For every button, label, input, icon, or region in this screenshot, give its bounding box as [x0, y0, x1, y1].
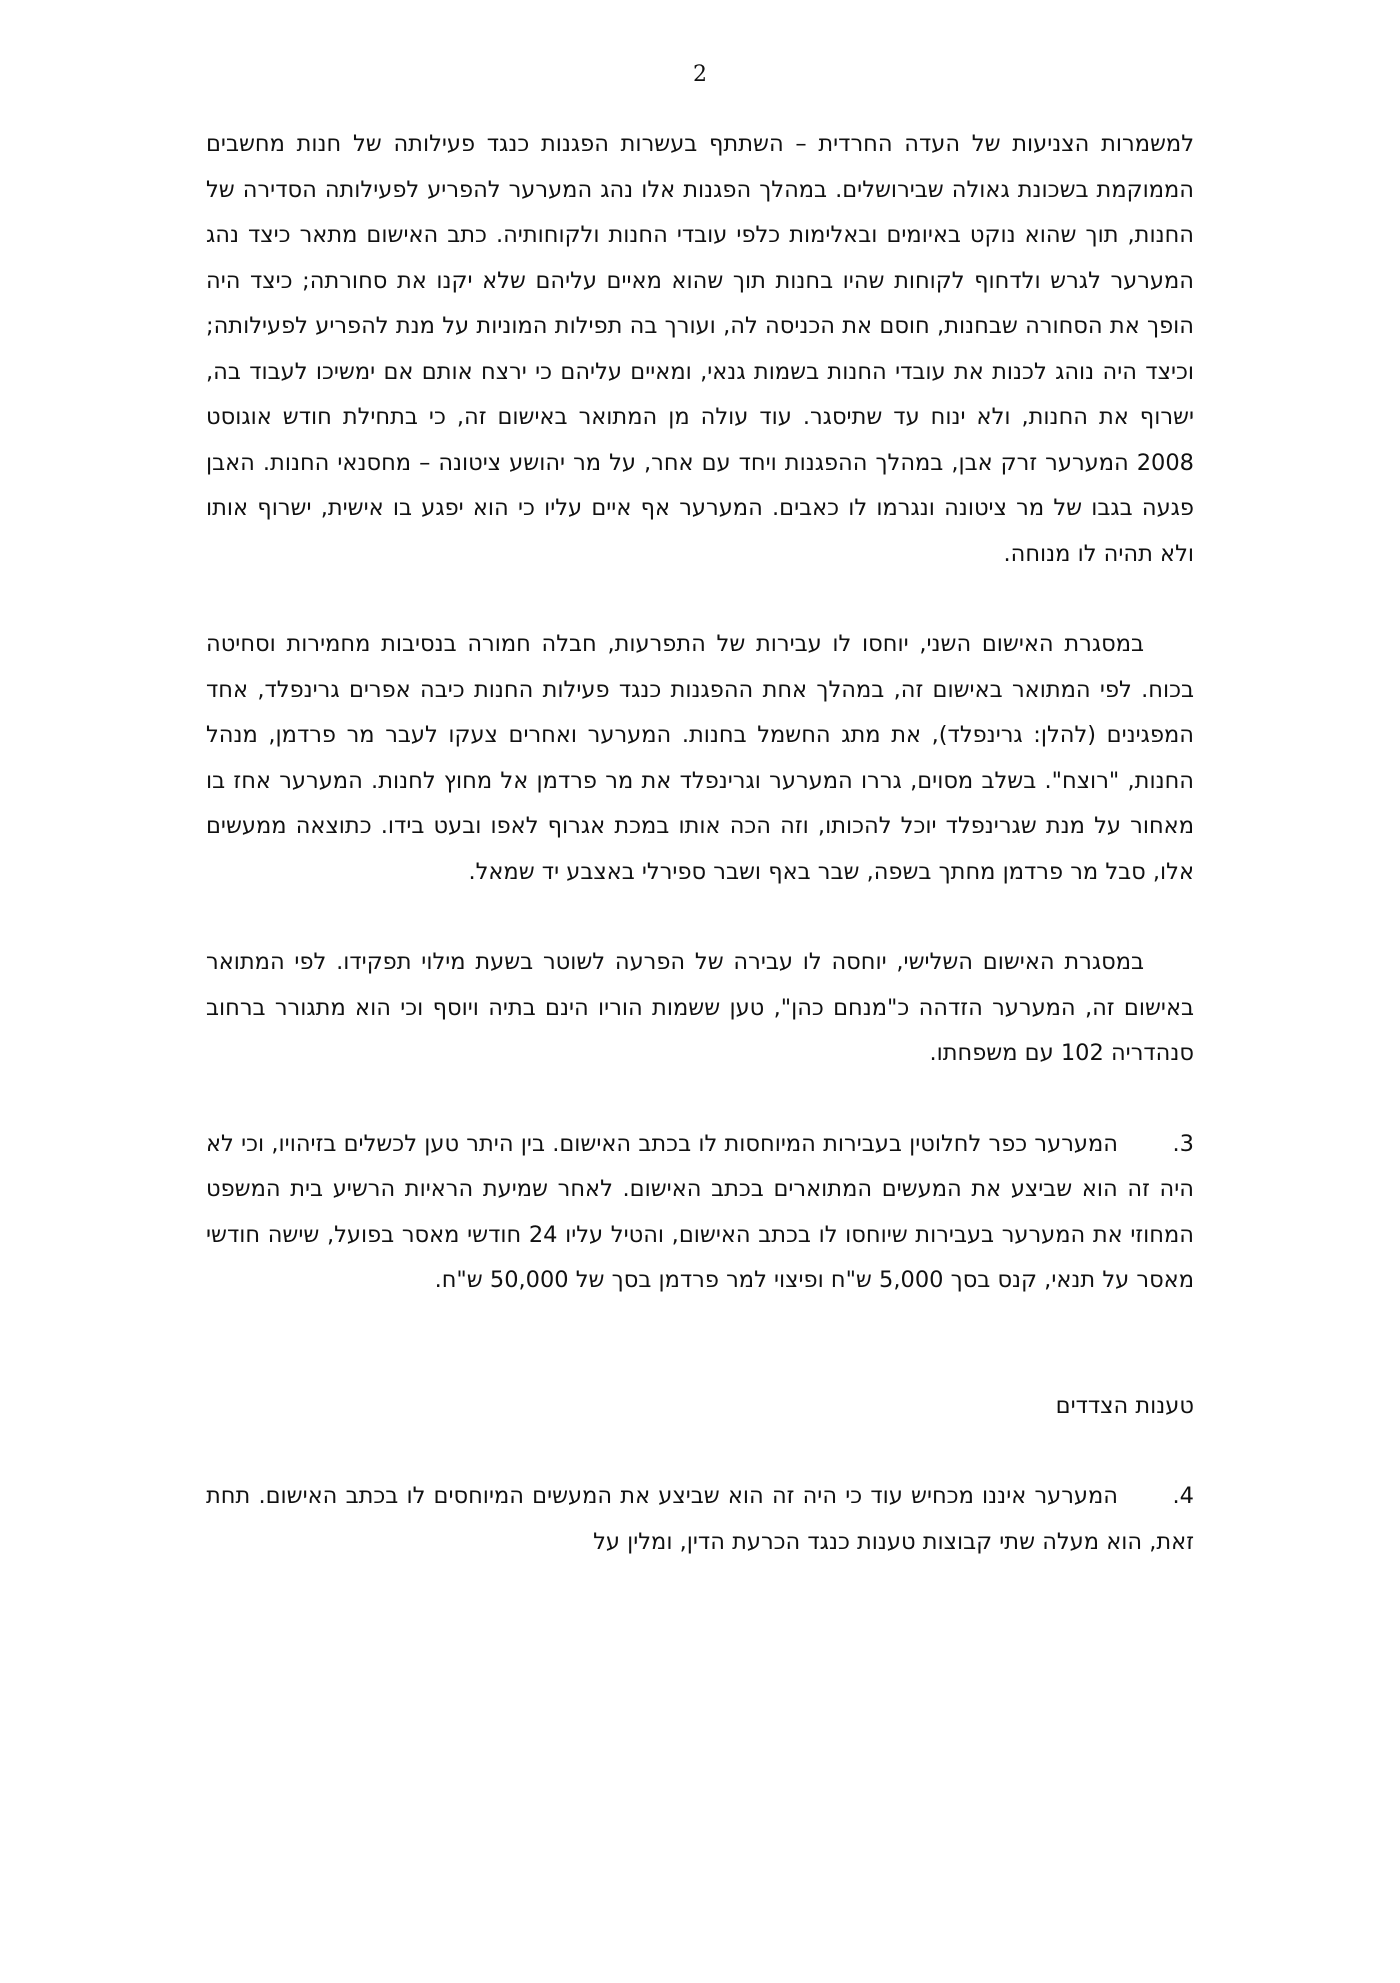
- paragraph-number: 4.: [1172, 1483, 1194, 1509]
- paragraph-third-charge: במסגרת האישום השלישי, יוחסה לו עבירה של הפרעה לשוטר בשעת מילוי תפקידו. לפי המתואר באישום זה, המערער הזדהה כ"מנחם כהן", טען ששמות הוריו הינם בתיה ויוסף וכי הוא מתגורר ברחוב סנהדריה 102 עם משפחתו.: [206, 949, 1194, 1066]
- paragraph-gap: [206, 1429, 1194, 1474]
- page-number: 2: [693, 62, 707, 87]
- paragraph-3: [206, 1122, 1194, 1304]
- section-gap: [206, 1304, 1194, 1384]
- paragraph-gap: [206, 1077, 1194, 1122]
- paragraph-gap: [206, 577, 1194, 622]
- section-heading: טענות הצדדים: [1055, 1392, 1194, 1419]
- paragraph-charge-one-continuation: למשמרות הצניעות של העדה החרדית – השתתף בעשרות הפגנות כנגד פעילותה של חנות מחשבים הממוקמת בשכונת גאולה שבירושלים. במהלך הפגנות אלו נהג המערער להפריע לפעילותה הסדירה של החנות, תוך שהוא נוקט באיומים ובאלימות כלפי עובדי החנות ולקוחותיה. כתב האישום מתאר כיצד נהג המערער לגרש ולדחוף לקוחות שהיו בחנות תוך שהוא מאיים עליהם שלא יקנו את סחורתה; כיצד היה הופך את הסחורה שבחנות, חוסם את הכניסה לה, ועורך בה תפילות המוניות על מנת להפריע לפעילותה; וכיצד היה נוהג לכנות את עובדי החנות בשמות גנאי, ומאיים עליהם כי ירצח אותם אם ימשיכו לעבוד בה, ישרוף את החנות, ולא ינוח עד שתיסגר. עוד עולה מן המתואר באישום זה, כי בתחילת חודש אוגוסט 2008 המערער זרק אבן, במהלך ההפגנות ויחד עם אחר, על מר יהושע ציטונה – מחסנאי החנות. האבן פגעה בגבו של מר ציטונה ונגרמו לו כאבים. המערער אף איים עליו כי הוא יפגע בו אישית, ישרוף אותו ולא תהיה לו מנוחה.: [206, 131, 1194, 567]
- paragraph-4: [206, 1474, 1194, 1565]
- paragraph-number: 3.: [1172, 1130, 1194, 1157]
- paragraph-gap: [206, 895, 1194, 940]
- paragraph-text: המערער איננו מכחיש עוד כי היה זה הוא שביצע את המעשים המיוחסים לו בכתב האישום. תחת זאת, הוא מעלה שתי קבוצות טענות כנגד הכרעת הדין, ומלין על: [206, 1483, 1194, 1555]
- document-body: [206, 122, 1194, 1565]
- paragraph-second-charge: במסגרת האישום השני, יוחסו לו עבירות של התפרעות, חבלה חמורה בנסיבות מחמירות וסחיטה בכוח. לפי המתואר באישום זה, במהלך אחת ההפגנות כנגד פעילות החנות כיבה אפרים גרינפלד, אחד המפגינים (להלן: גרינפלד), את מתג החשמל בחנות. המערער ואחרים צעקו לעבר מר פרדמן, מנהל החנות, "רוצח". בשלב מסוים, גררו המערער וגרינפלד את מר פרדמן אל מחוץ לחנות. המערער אחז בו מאחור על מנת שגרינפלד יוכל להכותו, וזה הכה אותו במכת אגרוף לאפו ובעט בידו. כתוצאה ממעשים אלו, סבל מר פרדמן מחתך בשפה, שבר באף ושבר ספירלי באצבע יד שמאל.: [206, 631, 1194, 885]
- paragraph-text: המערער כפר לחלוטין בעבירות המיוחסות לו בכתב האישום. בין היתר טען לכשלים בזיהויו, וכי לא היה זה הוא שביצע את המעשים המתוארים בכתב האישום. לאחר שמיעת הראיות הרשיע בית המשפט המחוזי את המערער בעבירות שיוחסו לו בכתב האישום, והטיל עליו 24 חודשי מאסר בפועל, שישה חודשי מאסר על תנאי, קנס בסך 5,000 ש"ח ופיצוי למר פרדמן בסך של 50,000 ש"ח.: [206, 1130, 1194, 1293]
